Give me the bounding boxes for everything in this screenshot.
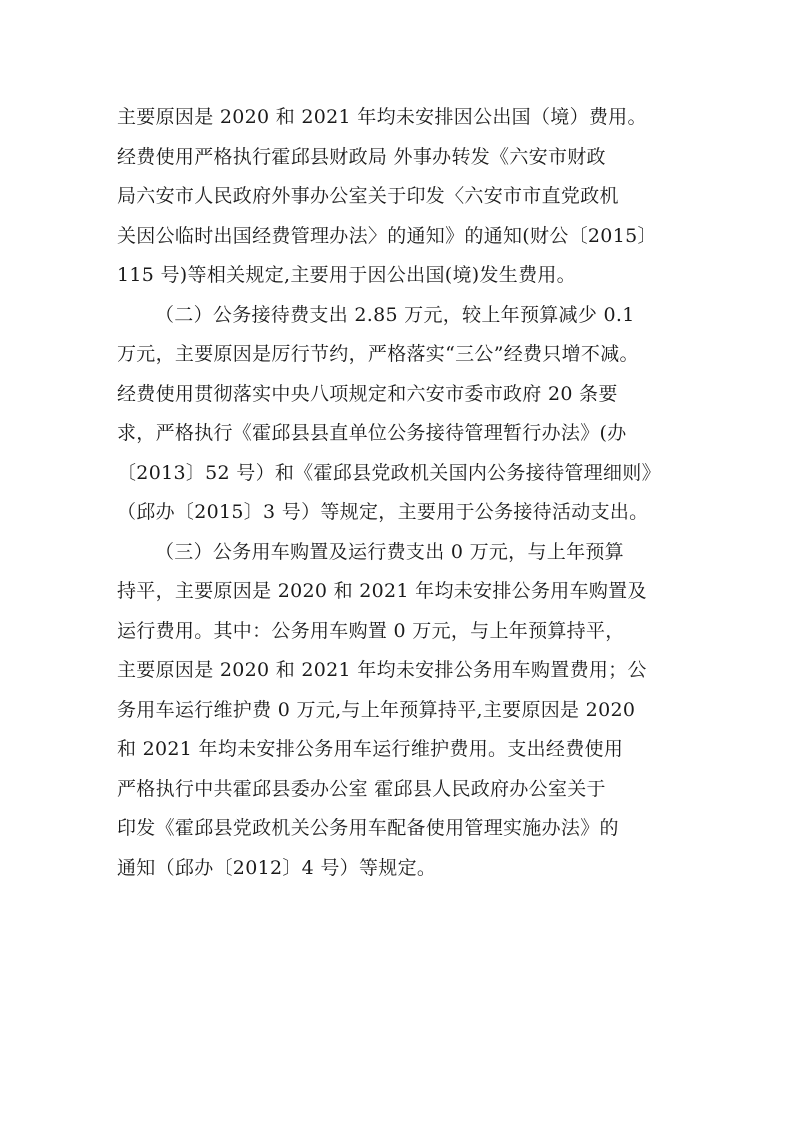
paragraph-public-overseas-travel — [117, 98, 677, 296]
paragraph-official-reception — [117, 296, 677, 533]
text-line: （邱办〔2015〕3 号）等规定，主要用于公务接待活动支出。 — [117, 501, 649, 523]
text-line: 印发《霍邱县党政机关公务用车配备使用管理实施办法》的 — [117, 817, 619, 839]
text-line: 和 2021 年均未安排公务用车运行维护费用。支出经费使用 — [117, 738, 624, 760]
text-line: （三）公务用车购置及运行费支出 0 万元，与上年预算 — [155, 540, 624, 563]
text-line: 严格执行中共霍邱县委办公室 霍邱县人民政府办公室关于 — [117, 777, 606, 800]
text-line: 通知（邱办〔2012〕4 号）等规定。 — [117, 856, 437, 879]
text-line: 主要原因是 2020 和 2021 年均未安排公务用车购置费用；公 — [117, 659, 647, 681]
text-line: 运行费用。其中：公务用车购置 0 万元，与上年预算持平， — [117, 619, 625, 642]
text-line: 115 号)等相关规定,主要用于因公出国(境)发生费用。 — [117, 264, 576, 286]
text-line: 局六安市人民政府外事办公室关于印发〈六安市市直党政机 — [117, 185, 619, 207]
text-line: 经费使用严格执行霍邱县财政局 外事办转发《六安市财政 — [117, 145, 606, 168]
text-line: 持平，主要原因是 2020 和 2021 年均未安排公务用车购置及 — [117, 580, 647, 602]
text-line: 经费使用贯彻落实中央八项规定和六安市委市政府 20 条要 — [117, 382, 618, 405]
body-text — [117, 98, 677, 888]
text-line: 关因公临时出国经费管理办法〉的通知》的通知(财公〔2015〕 — [117, 224, 657, 247]
text-line: （二）公务接待费支出 2.85 万元，较上年预算减少 0.1 — [155, 303, 635, 326]
text-line: 求，严格执行《霍邱县县直单位公务接待管理暂行办法》(办 — [117, 422, 627, 444]
paragraph-official-vehicles — [117, 533, 677, 889]
text-line: 〔2013〕52 号）和《霍邱县党政机关国内公务接待管理细则》 — [117, 461, 661, 484]
text-line: 务用车运行维护费 0 万元,与上年预算持平,主要原因是 2020 — [117, 698, 636, 721]
text-line: 万元，主要原因是厉行节约，严格落实“三公”经费只增不减。 — [117, 343, 639, 365]
text-line: 主要原因是 2020 和 2021 年均未安排因公出国（境）费用。 — [117, 106, 647, 128]
